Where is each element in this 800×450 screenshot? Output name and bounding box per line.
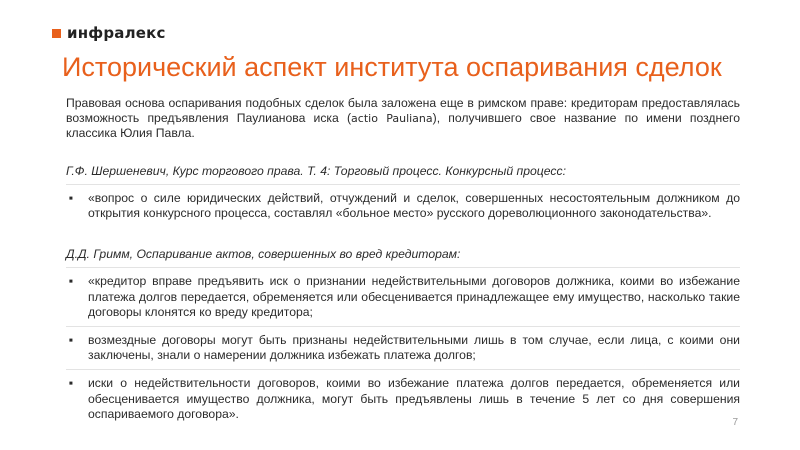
slide-title: Исторический аспект института оспаривания сделок (62, 52, 722, 82)
bullet-icon: ▪ (68, 376, 74, 391)
list-item (66, 370, 740, 428)
source-grimm: Д.Д. Гримм, Оспаривание актов, совершенных во вред кредиторам: (66, 247, 740, 268)
source-shershenevich: Г.Ф. Шершеневич, Курс торгового права. Т. 4: Торговый процесс. Конкурсный процесс: (66, 164, 740, 185)
slide-content (66, 96, 740, 428)
bullet-icon: ▪ (68, 274, 74, 289)
brand-logo (52, 24, 166, 42)
quote-text: «кредитор вправе предъявить иск о признании недействительными договоров должника, коими во избежание платежа долгов передается, обременяется или обесценивается принадлежащее ему имущество, насколько такие договоры клонятся ко вреду кредитора; (88, 274, 740, 319)
intro-latin-term: actio Pauliana (351, 112, 433, 126)
list-item (66, 185, 740, 227)
brand-name: инфралекс (67, 24, 166, 42)
bullet-icon: ▪ (68, 190, 74, 205)
list-item (66, 327, 740, 370)
list-item (66, 268, 740, 327)
page-number: 7 (732, 417, 738, 428)
quotes-shershenevich (66, 185, 740, 227)
logo-square-icon (52, 29, 61, 38)
quote-text: возмездные договоры могут быть признаны недействительными лишь в том случае, если лица, с коими они заключены, знали о намерении должника избежать платежа долгов; (88, 333, 740, 363)
intro-text-before: Правовая основа оспаривания подобных сделок была заложена еще в римском праве: кредиторам предоставлялась возможность предъявления Паулианова иска ( (66, 96, 740, 126)
quote-text: «вопрос о силе юридических действий, отчуждений и сделок, совершенных несостоятельным должником до открытия конкурсного процесса, составлял «больное место» русского дореволюционного законодательства». (88, 190, 740, 221)
bullet-icon: ▪ (68, 333, 74, 348)
quote-text: иски о недействительности договоров, коими во избежание платежа долгов передается, обременяется или обесценивается имущество должника, могут быть предъявлены лишь в течение 5 лет со дня совершения оспариваемого договора». (88, 376, 740, 421)
quotes-grimm (66, 268, 740, 428)
intro-text-after: ), получившего свое название по имени позднего классика Юлия Павла. (66, 111, 740, 141)
intro-paragraph (66, 96, 740, 142)
